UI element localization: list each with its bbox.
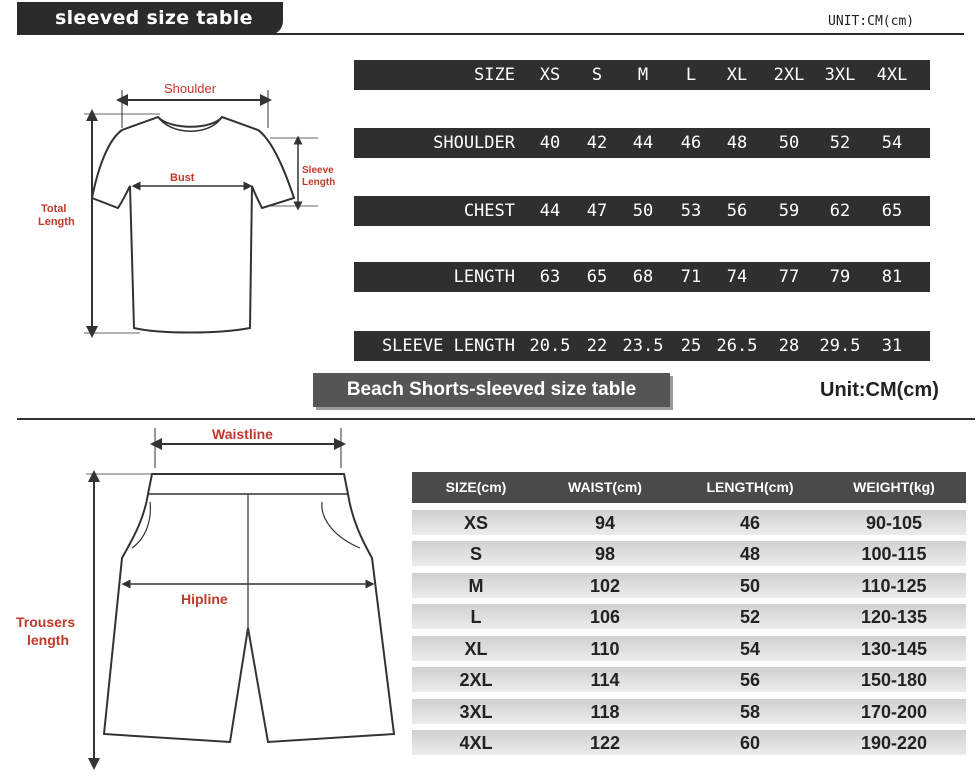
table-cell: 68: [632, 267, 654, 287]
table-cell: XS: [539, 65, 561, 85]
table-row: [412, 573, 966, 598]
shirt-row-shoulder: [354, 128, 930, 158]
table-cell: 44: [539, 201, 561, 221]
column-header: LENGTH(cm): [706, 479, 794, 495]
table-cell: 114: [590, 670, 620, 690]
table-cell: M: [637, 65, 649, 85]
table-cell: XL: [464, 639, 488, 659]
table-cell: 20.5: [529, 336, 571, 356]
table-cell: 28: [778, 336, 800, 356]
shirt-row-chest: [354, 196, 930, 226]
table-cell: 46: [739, 513, 761, 533]
table-cell: 42: [586, 133, 608, 153]
column-header: SIZE(cm): [445, 479, 507, 495]
table-cell: 3XL: [824, 65, 856, 85]
table-row: [412, 541, 966, 566]
table-cell: 110-125: [861, 576, 927, 596]
table-cell: 23.5: [622, 336, 664, 356]
table-row: [412, 667, 966, 692]
table-cell: 56: [726, 201, 748, 221]
shirt-unit-label: UNIT:CM(cm): [828, 14, 915, 29]
table-cell: 4XL: [876, 65, 908, 85]
table-cell: 3XL: [459, 702, 493, 722]
table-cell: 53: [680, 201, 702, 221]
table-cell: 56: [739, 670, 761, 690]
table-row: [412, 510, 966, 535]
table-cell: 170-200: [860, 702, 928, 722]
shorts-table-title: Beach Shorts-sleeved size table: [313, 373, 670, 407]
total-length-label-line2: Length: [38, 216, 75, 228]
table-cell: 102: [589, 576, 621, 596]
table-cell: 62: [829, 201, 851, 221]
row-label: SLEEVE LENGTH: [381, 336, 515, 356]
table-cell: 4XL: [459, 733, 493, 753]
table-cell: 150-180: [860, 670, 928, 690]
shoulder-label: Shoulder: [164, 81, 217, 96]
shorts-table-header: [412, 472, 966, 503]
table-cell: 47: [586, 201, 608, 221]
table-cell: 31: [881, 336, 903, 356]
table-cell: 50: [778, 133, 800, 153]
table-cell: M: [468, 576, 484, 596]
trousers-length-label-line1: Trousers: [16, 614, 76, 630]
table-cell: 122: [589, 733, 621, 753]
table-cell: 54: [739, 639, 761, 659]
table-cell: 2XL: [459, 670, 493, 690]
table-cell: XL: [726, 65, 748, 85]
table-cell: 52: [739, 607, 761, 627]
bust-label: Bust: [170, 172, 195, 184]
shirt-row-length: [354, 262, 930, 292]
table-row: [412, 699, 966, 724]
table-cell: 22: [586, 336, 608, 356]
table-cell: 48: [726, 133, 748, 153]
tshirt-shape-icon: [92, 117, 294, 333]
table-cell: L: [685, 65, 697, 85]
table-row: [412, 604, 966, 629]
table-cell: 40: [539, 133, 561, 153]
table-cell: 44: [632, 133, 654, 153]
column-header: WEIGHT(kg): [853, 479, 935, 495]
table-cell: 106: [589, 607, 621, 627]
row-label: LENGTH: [453, 267, 515, 287]
shirt-row-sleeve-length: [354, 331, 930, 361]
table-cell: 98: [594, 544, 616, 564]
table-cell: 81: [881, 267, 903, 287]
shorts-unit-label: Unit:CM(cm): [820, 379, 939, 401]
table-cell: 71: [680, 267, 702, 287]
column-header: WAIST(cm): [568, 479, 642, 495]
shirt-table-title: sleeved size table: [17, 2, 283, 35]
row-label: SIZE: [474, 65, 515, 85]
table-row: [412, 636, 966, 661]
table-cell: 60: [739, 733, 761, 753]
table-row: [412, 730, 966, 755]
table-cell: 77: [778, 267, 800, 287]
table-cell: 59: [778, 201, 800, 221]
waistline-label: Waistline: [212, 426, 273, 442]
header-divider: [17, 33, 964, 35]
table-cell: 50: [739, 576, 761, 596]
sleeve-length-label-line1: Sleeve: [302, 165, 334, 176]
table-cell: 120-135: [860, 607, 928, 627]
table-cell: 94: [594, 513, 616, 533]
table-cell: 46: [680, 133, 702, 153]
table-cell: 48: [739, 544, 761, 564]
table-cell: S: [591, 65, 603, 85]
table-cell: 130-145: [860, 639, 928, 659]
table-cell: 54: [881, 133, 903, 153]
shorts-shape-icon: [104, 474, 394, 742]
table-cell: 90-105: [865, 513, 923, 533]
row-label: SHOULDER: [433, 133, 515, 153]
table-cell: XS: [463, 513, 489, 533]
table-cell: 2XL: [773, 65, 805, 85]
table-cell: 190-220: [860, 733, 928, 753]
total-length-label-line1: Total: [41, 203, 67, 215]
table-cell: 25: [680, 336, 702, 356]
sleeve-length-label-line2: Length: [302, 177, 336, 188]
table-cell: 110: [590, 639, 620, 659]
hipline-label: Hipline: [181, 591, 228, 607]
row-label: CHEST: [463, 201, 515, 221]
table-cell: 58: [739, 702, 761, 722]
table-cell: L: [470, 607, 482, 627]
table-cell: 65: [881, 201, 903, 221]
table-cell: 100-115: [861, 544, 927, 564]
table-cell: 29.5: [819, 336, 861, 356]
table-cell: 63: [539, 267, 561, 287]
table-cell: 79: [829, 267, 851, 287]
table-cell: 74: [726, 267, 748, 287]
table-cell: 52: [829, 133, 851, 153]
table-cell: 65: [586, 267, 608, 287]
shirt-row-size: [354, 60, 930, 90]
table-cell: 50: [632, 201, 654, 221]
trousers-length-label-line2: length: [27, 632, 69, 648]
table-cell: S: [469, 544, 483, 564]
table-cell: 118: [590, 702, 620, 722]
table-cell: 26.5: [716, 336, 758, 356]
